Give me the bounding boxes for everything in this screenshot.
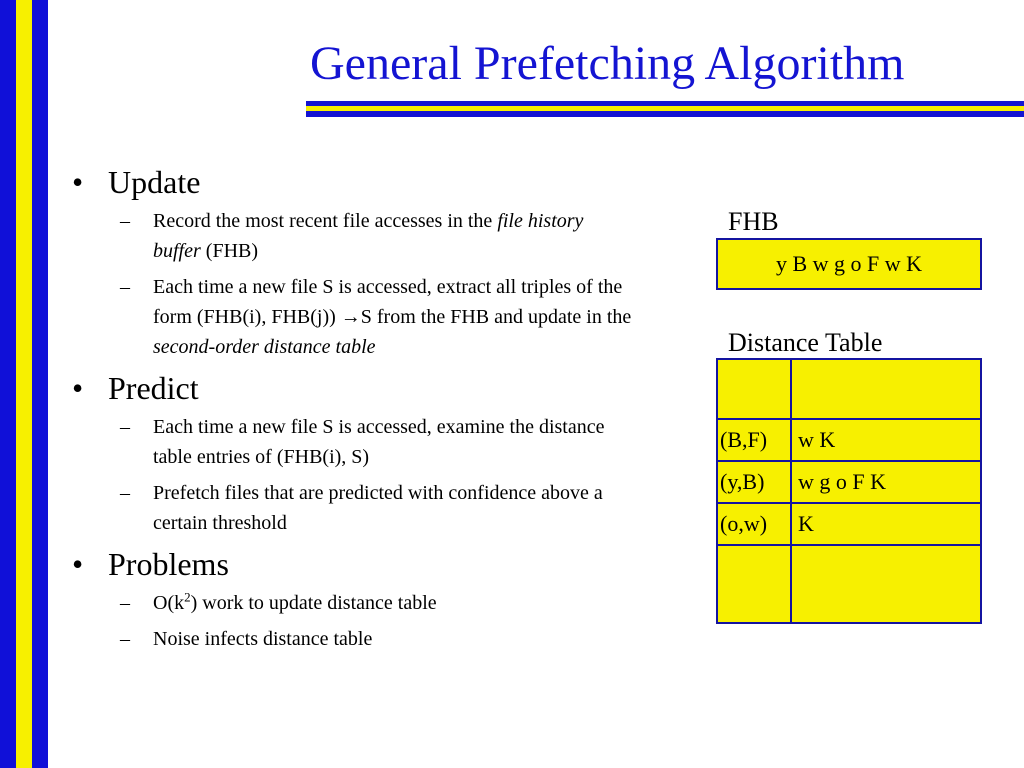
table-row <box>717 419 981 461</box>
sub-bullet-list <box>70 588 640 654</box>
bullet-dot-icon: • <box>72 546 84 582</box>
table-row <box>717 461 981 503</box>
left-stripe-blue-inner <box>32 0 48 768</box>
bullet-dot-icon: • <box>72 370 84 406</box>
left-stripe-blue-outer <box>0 0 16 768</box>
sub-bullet-item <box>70 412 633 472</box>
slide-title: General Prefetching Algorithm <box>310 37 905 90</box>
sub-bullet-text: Record the most recent file accesses in the <box>153 210 498 232</box>
sub-bullet-text: Each time a new file S is accessed, extract all triples of the form (FHB(i), FHB(j)) →S from the FHB and update in the <box>153 276 632 328</box>
table-key-cell <box>717 359 791 419</box>
bullet-label: Problems <box>108 546 229 582</box>
table-row <box>717 503 981 545</box>
sub-bullet-item <box>70 272 633 362</box>
sub-bullet-text: O(k <box>153 592 185 614</box>
sub-bullet-item <box>70 206 633 266</box>
bullet-list <box>70 156 640 660</box>
bullet-dot-icon: • <box>72 164 84 200</box>
distance-table <box>716 358 982 624</box>
bullet-label: Update <box>108 164 201 200</box>
title-rule-blue-bottom <box>306 111 1024 117</box>
sub-bullet-item <box>70 624 633 654</box>
sub-bullet-item <box>70 588 633 618</box>
sub-bullet-text: Noise infects distance table <box>153 628 373 650</box>
sub-bullet-text: ) work to update distance table <box>190 592 437 614</box>
sub-bullet-text: (FHB) <box>200 240 259 262</box>
table-value-cell: w g o F K <box>791 461 981 503</box>
fhb-label: FHB <box>728 207 779 236</box>
bullet-label: Predict <box>108 370 199 406</box>
sub-bullet-list <box>70 412 640 538</box>
bullet-item <box>70 544 640 584</box>
table-key-cell: (y,B) <box>717 461 791 503</box>
italic-term: second-order distance table <box>153 336 376 358</box>
dash-icon: – <box>120 628 130 650</box>
dash-icon: – <box>120 416 130 438</box>
dash-icon: – <box>120 276 130 298</box>
sub-bullet-text: Each time a new file S is accessed, examine the distance table entries of (FHB(i), S) <box>153 416 605 468</box>
italic-term: file history buffer <box>153 210 584 262</box>
superscript-text: 2 <box>184 589 191 605</box>
table-row <box>717 545 981 623</box>
sub-bullet-text: Prefetch files that are predicted with confidence above a certain threshold <box>153 482 603 534</box>
table-key-cell: (o,w) <box>717 503 791 545</box>
dash-icon: – <box>120 592 130 614</box>
sub-bullet-list <box>70 206 640 362</box>
table-row <box>717 359 981 419</box>
table-key-cell <box>717 545 791 623</box>
left-stripe-yellow <box>16 0 32 768</box>
bullet-item <box>70 162 640 202</box>
table-value-cell: K <box>791 503 981 545</box>
dash-icon: – <box>120 210 130 232</box>
bullet-item <box>70 368 640 408</box>
table-key-cell: (B,F) <box>717 419 791 461</box>
dash-icon: – <box>120 482 130 504</box>
distance-table-label: Distance Table <box>728 328 883 357</box>
sub-bullet-item <box>70 478 633 538</box>
table-value-cell: w K <box>791 419 981 461</box>
fhb-buffer: y B w g o F w K <box>716 238 982 290</box>
table-value-cell <box>791 359 981 419</box>
table-value-cell <box>791 545 981 623</box>
